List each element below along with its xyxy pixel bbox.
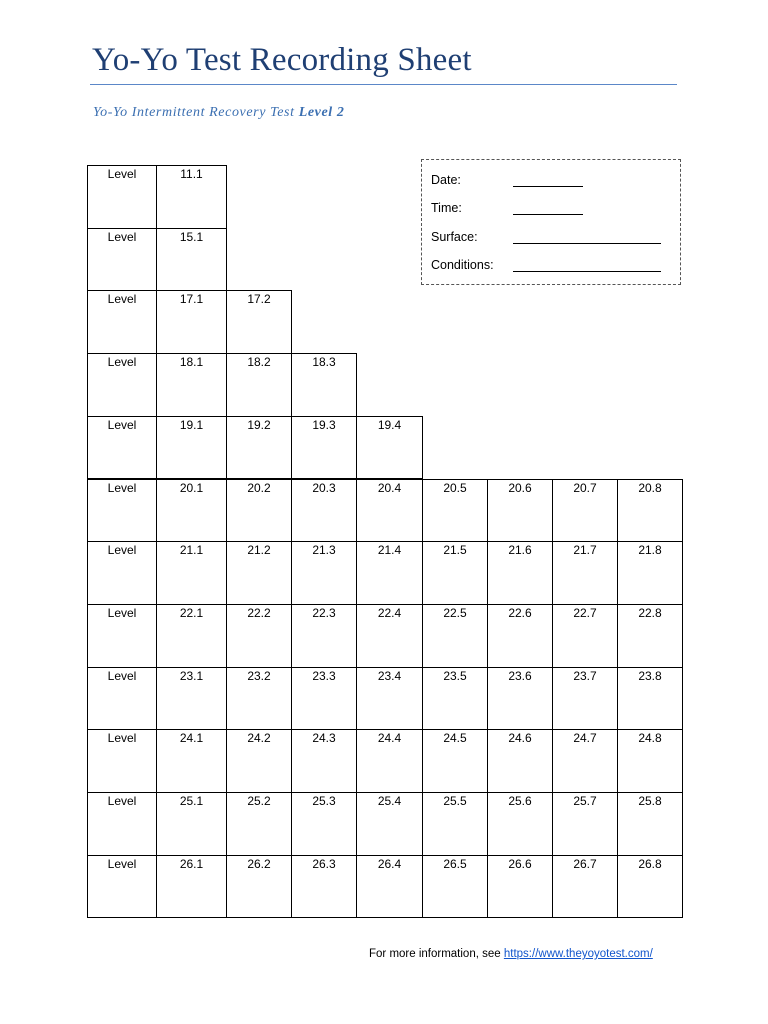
shuttle-cell[interactable]: 19.1 bbox=[156, 416, 227, 480]
level-label-cell: Level bbox=[87, 479, 157, 543]
shuttle-cell[interactable]: 18.3 bbox=[291, 353, 357, 417]
level-label-cell: Level bbox=[87, 541, 157, 605]
shuttle-cell[interactable]: 25.7 bbox=[552, 792, 618, 856]
shuttle-cell[interactable]: 21.6 bbox=[487, 541, 553, 605]
info-field-label: Conditions: bbox=[431, 258, 494, 272]
shuttle-cell[interactable]: 23.3 bbox=[291, 667, 357, 731]
shuttle-cell[interactable]: 22.3 bbox=[291, 604, 357, 668]
shuttle-cell[interactable]: 21.7 bbox=[552, 541, 618, 605]
level-label-cell: Level bbox=[87, 290, 157, 354]
shuttle-cell[interactable]: 24.7 bbox=[552, 729, 618, 793]
subtitle-text: Yo-Yo Intermittent Recovery Test bbox=[93, 105, 295, 120]
page-subtitle bbox=[93, 105, 345, 121]
shuttle-cell[interactable]: 25.5 bbox=[422, 792, 488, 856]
shuttle-cell[interactable]: 23.1 bbox=[156, 667, 227, 731]
shuttle-cell[interactable]: 22.8 bbox=[617, 604, 683, 668]
level-label-cell: Level bbox=[87, 416, 157, 480]
shuttle-cell[interactable]: 19.2 bbox=[226, 416, 292, 480]
level-label-cell: Level bbox=[87, 729, 157, 793]
shuttle-cell[interactable]: 25.8 bbox=[617, 792, 683, 856]
shuttle-cell[interactable]: 21.3 bbox=[291, 541, 357, 605]
shuttle-cell[interactable]: 24.8 bbox=[617, 729, 683, 793]
shuttle-cell[interactable]: 22.4 bbox=[356, 604, 423, 668]
shuttle-cell[interactable]: 17.2 bbox=[226, 290, 292, 354]
shuttle-cell[interactable]: 11.1 bbox=[156, 165, 227, 229]
shuttle-cell[interactable]: 23.5 bbox=[422, 667, 488, 731]
shuttle-cell[interactable]: 21.5 bbox=[422, 541, 488, 605]
info-field-label: Surface: bbox=[431, 230, 478, 244]
level-label-cell: Level bbox=[87, 604, 157, 668]
shuttle-cell[interactable]: 25.2 bbox=[226, 792, 292, 856]
shuttle-cell[interactable]: 24.1 bbox=[156, 729, 227, 793]
shuttle-cell[interactable]: 26.5 bbox=[422, 855, 488, 919]
level-label-cell: Level bbox=[87, 855, 157, 919]
info-field-label: Time: bbox=[431, 201, 462, 215]
shuttle-cell[interactable]: 21.2 bbox=[226, 541, 292, 605]
shuttle-cell[interactable]: 25.1 bbox=[156, 792, 227, 856]
shuttle-cell[interactable]: 17.1 bbox=[156, 290, 227, 354]
shuttle-cell[interactable]: 20.5 bbox=[422, 479, 488, 543]
info-field-blank-line[interactable] bbox=[513, 243, 661, 244]
shuttle-cell[interactable]: 18.1 bbox=[156, 353, 227, 417]
shuttle-cell[interactable]: 21.4 bbox=[356, 541, 423, 605]
shuttle-cell[interactable]: 20.2 bbox=[226, 479, 292, 543]
shuttle-cell[interactable]: 26.8 bbox=[617, 855, 683, 919]
session-info-box bbox=[421, 159, 681, 285]
shuttle-cell[interactable]: 21.8 bbox=[617, 541, 683, 605]
shuttle-cell[interactable]: 26.6 bbox=[487, 855, 553, 919]
shuttle-cell[interactable]: 25.6 bbox=[487, 792, 553, 856]
shuttle-cell[interactable]: 24.6 bbox=[487, 729, 553, 793]
info-field-blank-line[interactable] bbox=[513, 186, 583, 187]
shuttle-cell[interactable]: 24.4 bbox=[356, 729, 423, 793]
shuttle-cell[interactable]: 24.3 bbox=[291, 729, 357, 793]
shuttle-cell[interactable]: 25.4 bbox=[356, 792, 423, 856]
shuttle-cell[interactable]: 18.2 bbox=[226, 353, 292, 417]
shuttle-cell[interactable]: 21.1 bbox=[156, 541, 227, 605]
shuttle-cell[interactable]: 20.1 bbox=[156, 479, 227, 543]
shuttle-cell[interactable]: 22.6 bbox=[487, 604, 553, 668]
shuttle-cell[interactable]: 24.2 bbox=[226, 729, 292, 793]
shuttle-cell[interactable]: 25.3 bbox=[291, 792, 357, 856]
shuttle-cell[interactable]: 26.4 bbox=[356, 855, 423, 919]
shuttle-cell[interactable]: 23.8 bbox=[617, 667, 683, 731]
subtitle-level: Level 2 bbox=[298, 105, 345, 120]
page-title: Yo-Yo Test Recording Sheet bbox=[92, 42, 472, 78]
title-underline bbox=[90, 84, 677, 85]
shuttle-cell[interactable]: 24.5 bbox=[422, 729, 488, 793]
level-label-cell: Level bbox=[87, 228, 157, 292]
shuttle-cell[interactable]: 23.7 bbox=[552, 667, 618, 731]
info-field-label: Date: bbox=[431, 173, 461, 187]
shuttle-cell[interactable]: 20.7 bbox=[552, 479, 618, 543]
shuttle-cell[interactable]: 22.2 bbox=[226, 604, 292, 668]
level-label-cell: Level bbox=[87, 165, 157, 229]
shuttle-cell[interactable]: 23.4 bbox=[356, 667, 423, 731]
shuttle-cell[interactable]: 22.1 bbox=[156, 604, 227, 668]
footer bbox=[369, 948, 653, 960]
shuttle-cell[interactable]: 26.7 bbox=[552, 855, 618, 919]
shuttle-cell[interactable]: 19.3 bbox=[291, 416, 357, 480]
shuttle-cell[interactable]: 19.4 bbox=[356, 416, 423, 480]
shuttle-cell[interactable]: 20.3 bbox=[291, 479, 357, 543]
info-field-blank-line[interactable] bbox=[513, 214, 583, 215]
shuttle-cell[interactable]: 23.2 bbox=[226, 667, 292, 731]
shuttle-cell[interactable]: 22.7 bbox=[552, 604, 618, 668]
website-link[interactable]: https://www.theyoyotest.com/ bbox=[503, 948, 653, 960]
shuttle-cell[interactable]: 23.6 bbox=[487, 667, 553, 731]
info-field-blank-line[interactable] bbox=[513, 271, 661, 272]
shuttle-cell[interactable]: 20.6 bbox=[487, 479, 553, 543]
shuttle-cell[interactable]: 26.3 bbox=[291, 855, 357, 919]
shuttle-cell[interactable]: 26.2 bbox=[226, 855, 292, 919]
shuttle-cell[interactable]: 15.1 bbox=[156, 228, 227, 292]
level-label-cell: Level bbox=[87, 353, 157, 417]
footer-text: For more information, see bbox=[369, 948, 501, 960]
level-label-cell: Level bbox=[87, 667, 157, 731]
shuttle-cell[interactable]: 22.5 bbox=[422, 604, 488, 668]
shuttle-cell[interactable]: 20.4 bbox=[356, 479, 423, 543]
shuttle-cell[interactable]: 26.1 bbox=[156, 855, 227, 919]
level-label-cell: Level bbox=[87, 792, 157, 856]
shuttle-cell[interactable]: 20.8 bbox=[617, 479, 683, 543]
